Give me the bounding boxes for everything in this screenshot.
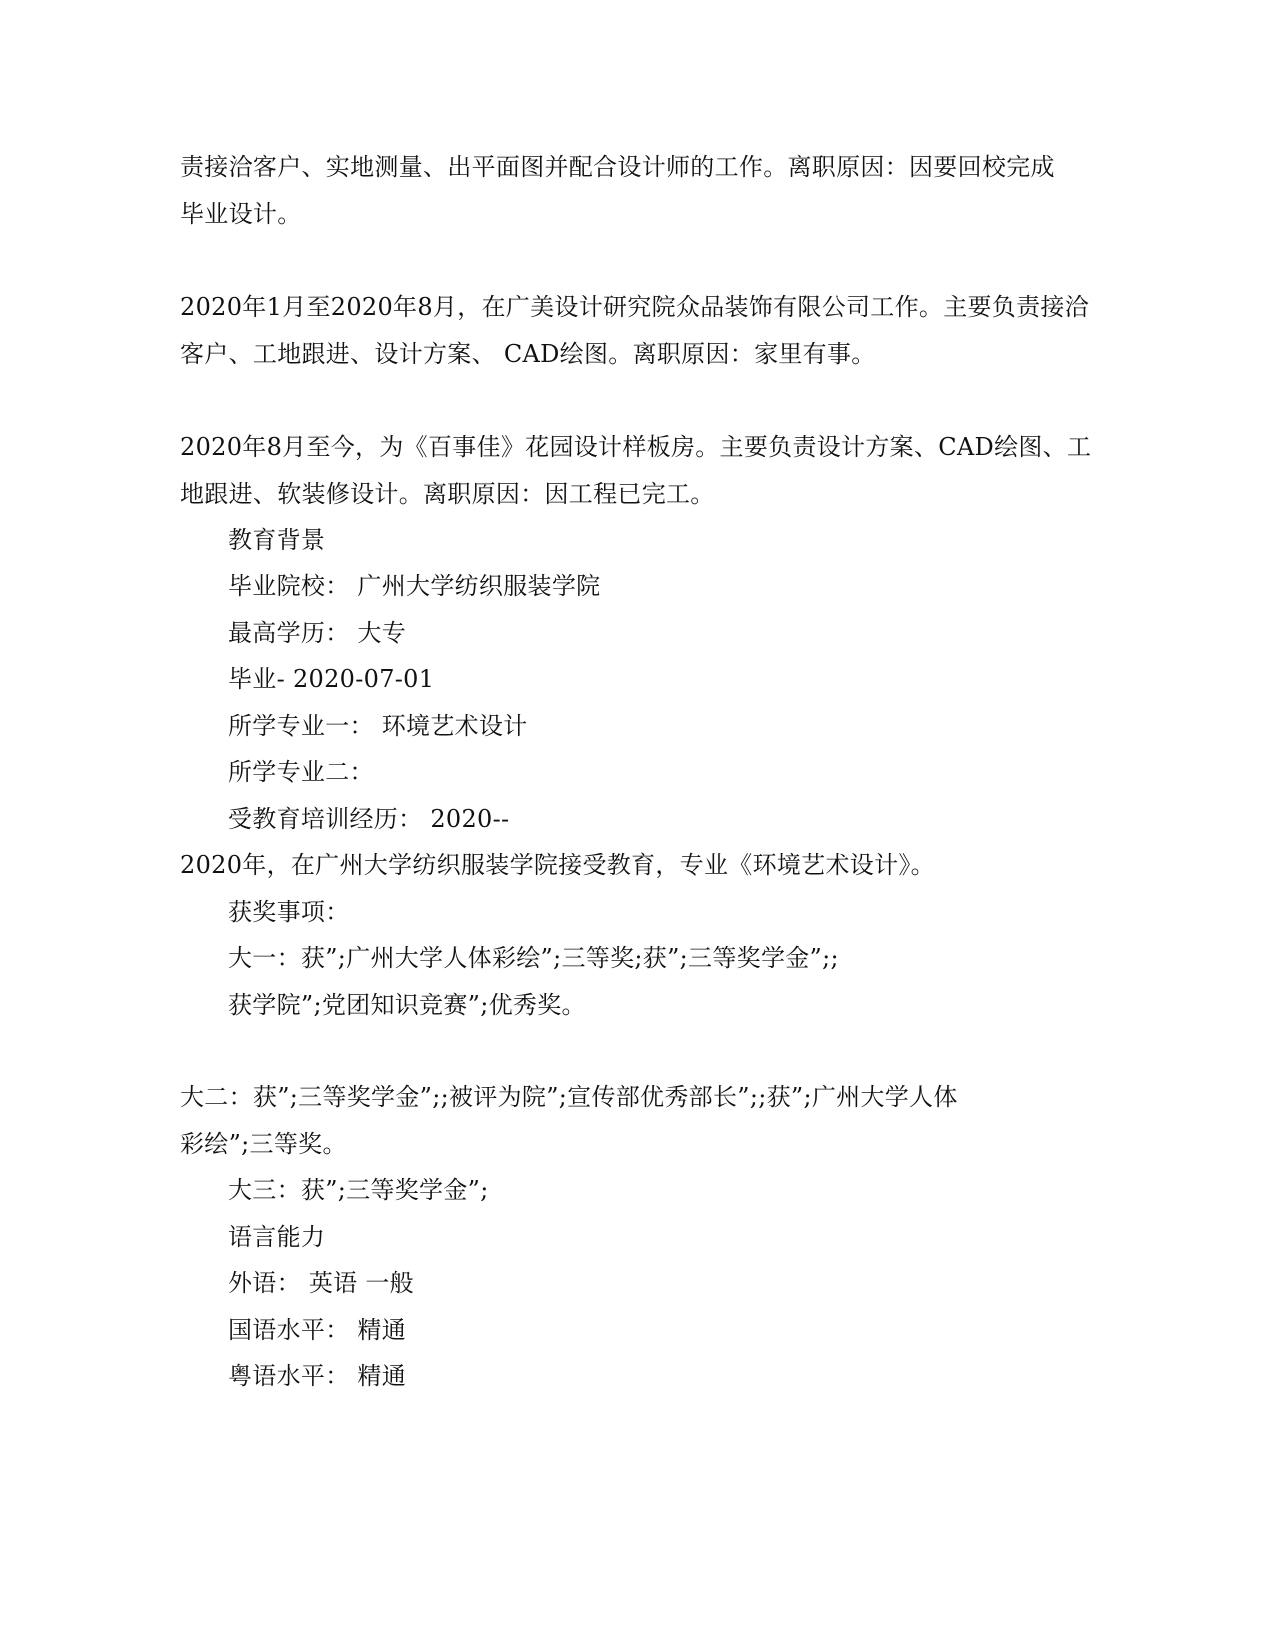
text-line: 所学专业一： 环境艺术设计	[228, 712, 528, 740]
text-line: 国语水平： 精通	[228, 1316, 407, 1344]
text-line: 毕业设计。	[180, 200, 302, 228]
text-line: 2020年8月至今，为《百事佳》花园设计样板房。主要负责设计方案、CAD绘图、工	[180, 433, 1092, 461]
text-line: 客户、工地跟进、设计方案、 CAD绘图。离职原因：家里有事。	[180, 340, 876, 368]
text-line: 毕业院校： 广州大学纺织服装学院	[228, 572, 601, 600]
text-line: 毕业- 2020-07-01	[228, 665, 435, 693]
section-heading-education: 教育背景	[228, 526, 326, 554]
text-line: 受教育培训经历： 2020--	[228, 805, 510, 833]
text-line: 大一：获”;广州大学人体彩绘”;三等奖;获”;三等奖学金”;;	[228, 944, 839, 972]
text-line: 最高学历： 大专	[228, 619, 407, 647]
text-line: 地跟进、软装修设计。离职原因：因工程已完工。	[180, 480, 715, 508]
text-line: 外语： 英语 一般	[228, 1269, 414, 1297]
text-line: 粤语水平： 精通	[228, 1362, 407, 1390]
section-heading-language: 语言能力	[228, 1223, 326, 1251]
text-line: 获学院”;党团知识竞赛”;优秀奖。	[228, 991, 586, 1019]
section-heading-awards: 获奖事项：	[228, 898, 350, 926]
text-line: 2020年，在广州大学纺织服装学院接受教育，专业《环境艺术设计》。	[180, 851, 935, 879]
text-line: 彩绘”;三等奖。	[180, 1130, 347, 1158]
text-line: 大二：获”;三等奖学金”;;被评为院”;宣传部优秀部长”;;获”;广州大学人体	[180, 1083, 958, 1111]
text-line: 大三：获”;三等奖学金”;	[228, 1176, 489, 1204]
text-line: 2020年1月至2020年8月，在广美设计研究院众品装饰有限公司工作。主要负责接洽	[180, 293, 1089, 321]
text-line: 责接洽客户、实地测量、出平面图并配合设计师的工作。离职原因：因要回校完成	[180, 153, 1055, 181]
text-line: 所学专业二：	[228, 758, 374, 786]
